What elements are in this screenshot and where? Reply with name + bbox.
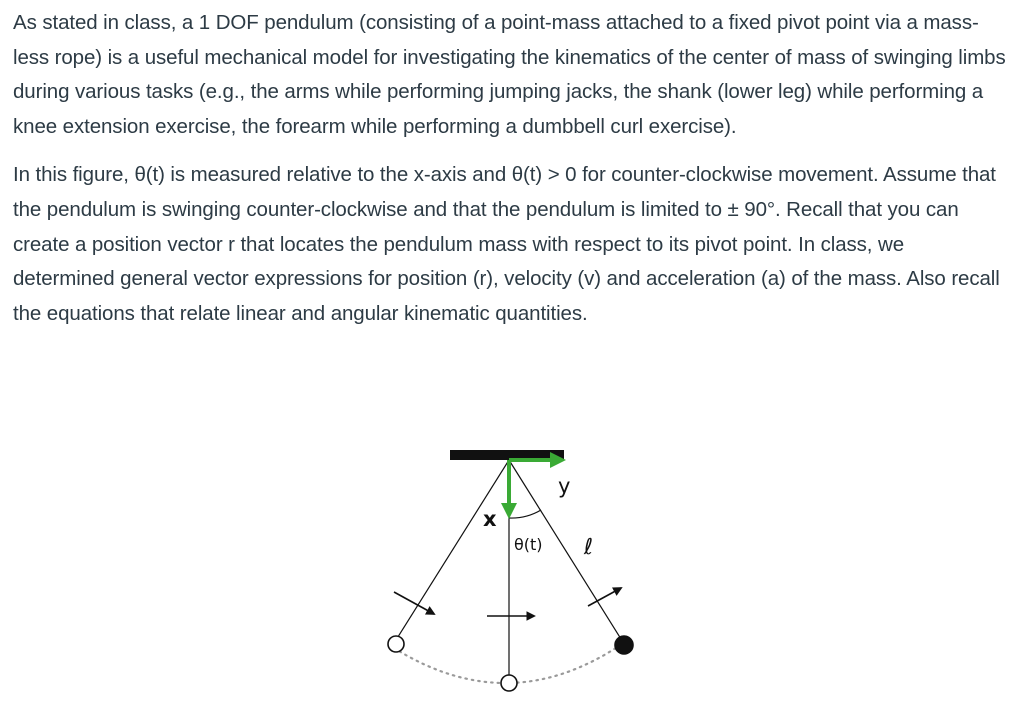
theta-arc [509,510,541,518]
length-label: ℓ [584,535,594,560]
intro-paragraph: As stated in class, a 1 DOF pendulum (consisting of a point-mass attached to a fixed pivot point via a mass-less rope) is a useful mechanical model for investigating the kinematics of the center of mass of swinging limbs during various tasks (e.g., the arms while performing jumping jacks, the shank (lower leg) while performing a knee extension exercise, the forearm while performing a dumbbell curl exercise). [13,11,1006,138]
x-axis-arrowhead [501,503,517,519]
velocity-arrow-right [588,588,621,606]
x-axis-label: x [483,507,497,531]
mass-center [501,675,517,691]
string-left [396,460,509,640]
question-text [13,6,1011,331]
instructions-paragraph: In this figure, θ(t) is measured relative to the x-axis and θ(t) > 0 for counter-clockwise movement. Assume that the pendulum is swinging counter-clockwise and that the pendulum is limited to ± 90°. Recall that you can create a position vector r that locates the pendulum mass with respect to its pivot point. In class, we determined general vector expressions for position (r), velocity (v) and acceleration (a) of the mass. Also recall the equations that relate linear and angular kinematic quantities. [13,163,1000,325]
mass-right [615,636,633,654]
y-axis-label: y [558,474,571,498]
pendulum-diagram [344,430,684,715]
theta-label: θ(t) [514,535,543,554]
mass-left [388,636,404,652]
pendulum-figure [344,430,684,715]
